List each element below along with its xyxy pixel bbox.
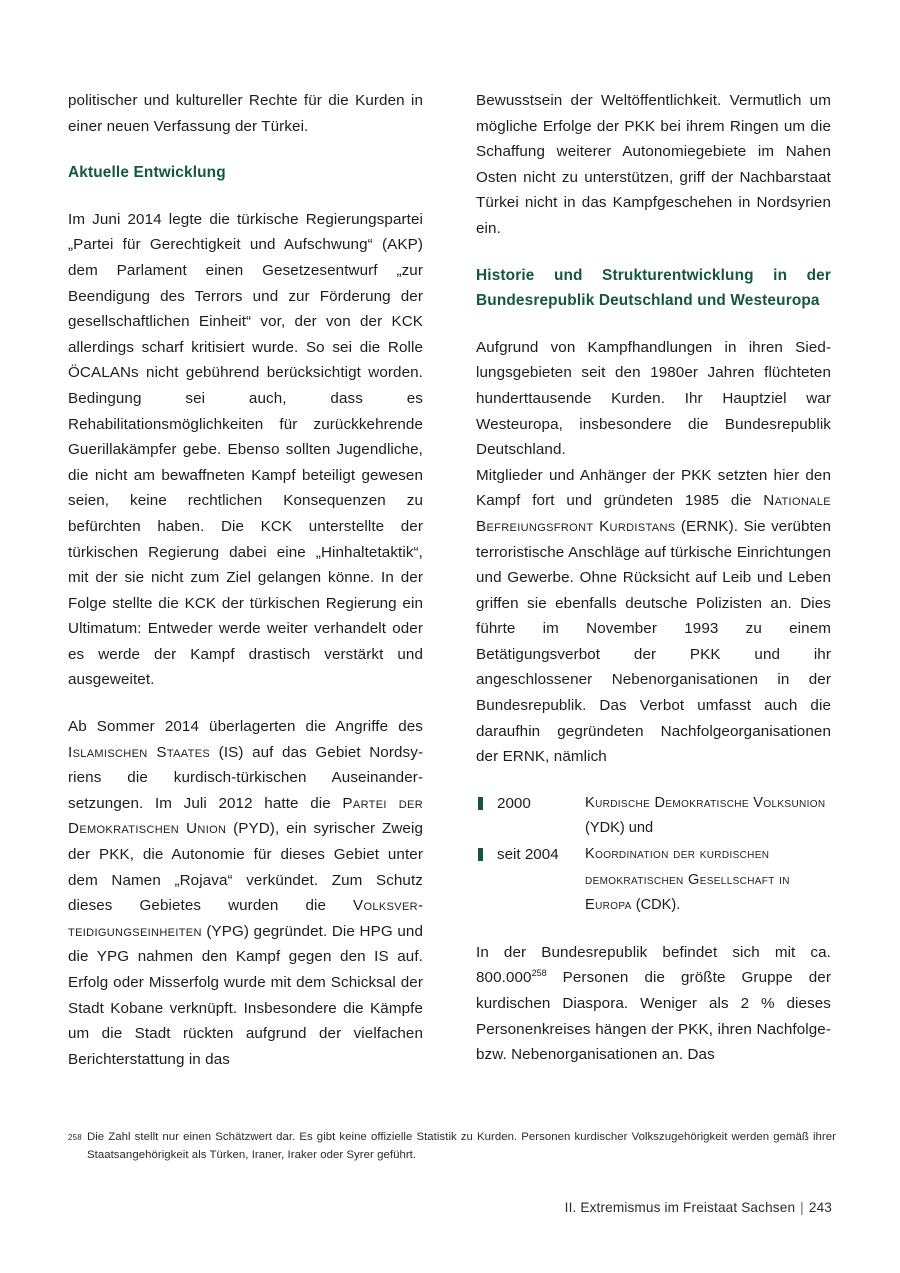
- text-run: (YPG) gegründet. Die HPG und die YPG nahmen den Kampf gegen den IS auf. Erfolg oder Misserfolg wurde mit dem Schicksal der Stadt Kobane verknüpft. Insbesondere die Kämpfe um die Stadt rückten aufgrund der vielfachen Berichterstattung in das: [68, 922, 423, 1068]
- footnote-number: 258: [68, 1133, 82, 1142]
- text-run: (ERNK). Sie verübten terroristische Anschläge auf türkische Einrichtungen und Gewerbe. Ohne Rücksicht auf Leib und Leben griffen sie ebenfalls deutsche Polizisten an. Dies führte im November 1993 zu einem Betätigungsverbot der PKK und ihr angeschlossener Nebenorganisationen in der Bundesrepublik. Das Verbot umfasst auch die daraufhin gegründeten Nachfolgeorganisationen der ERNK, nämlich: [476, 517, 831, 766]
- footnote-body: Die Zahl stellt nur einen Schätzwert dar. Es gibt keine offizielle Statistik zu Kurden. Personen kurdischer Volkszugehörigkeit werden gemäß ihrer Staatsangehörigkeit als Türken, Iraner, Iraker oder Syrer geführt.: [86, 1131, 836, 1161]
- left-column: [68, 88, 423, 1093]
- footnote-block: [68, 1128, 836, 1164]
- left-paragraph-2: [68, 714, 423, 1072]
- text-run: Ab Sommer 2014 überlagerten die Angriffe des: [68, 718, 423, 736]
- right-continued-paragraph: Bewusstsein der Weltöffentlichkeit. Vermutlich um mögliche Erfolge der PKK bei ihrem Ringen um die Schaffung weiterer Autonomiegebiete im Nahen Osten nicht zu unterstützen, griff der Nachbarstaat Türkei nicht in das Kampfgeschehen in Nordsyrien ein.: [476, 92, 831, 237]
- right-column: [476, 88, 831, 1093]
- right-paragraph-3: [476, 940, 831, 1068]
- right-paragraph-1: Aufgrund von Kampfhandlungen in ihren Siedlungsgebieten seit den 1980er Jahren flüchteten hunderttausende Kurden. Ihr Hauptziel war Westeuropa, insbesondere die Bundesrepublik Deutschland.: [476, 338, 831, 459]
- list-item-name: [585, 791, 831, 842]
- smallcaps-islamischer-staat: Islamischen Staates: [68, 743, 211, 761]
- text-run: Personen die größte Gruppe der kurdischen Diaspora. Weniger als 2 % dieses Personenkreises hängen der PKK, ihren Nachfolge- bzw. Nebenorganisationen an. Das: [476, 969, 831, 1064]
- smallcaps-cdk: Koordination der kurdischen demokratischen Gesellschaft in Europa: [585, 846, 790, 914]
- heading-historie-strukturentwicklung: Historie und Strukturentwicklung in der Bundesrepublik Deutschland und Westeuropa: [476, 266, 831, 310]
- smallcaps-partei-demokratische-union: Partei der Demokratischen Union: [68, 794, 423, 838]
- left-paragraph-1: Im Juni 2014 legte die türkische Regierungspartei „Partei für Gerechtigkeit und Aufschwung“ (AKP) dem Parlament einen Gesetzesentwurf „zur Beendigung des Terrors und zur Förderung der gesellschaftlichen Einheit“ vor, der von der KCK allerdings scharf kritisiert wurde. So sei die Rolle ÖCALANs nicht gebührend berücksichtigt worden. Bedingung sei auch, dass es Rehabilitationsmöglichkeiten für zurückkehrende Guerillakämpfer gebe. Ebenso sollten Jugendliche, die nicht am bewaffneten Kampf beteiligt gewesen seien, keine rechtlichen Konsequenzen zu befürchten haben. Die KCK unterstellte der türkischen Regierung dabei eine „Hinhaltetaktik“, mit der sie nicht zum Ziel gelangen könne. In der Folge stellte die KCK der türkischen Regierung ein Ultimatum: Entweder werde weiter verhandelt oder es werde der Kampf drastisch verstärkt und ausgeweitet.: [68, 210, 423, 689]
- right-paragraph-2: [476, 463, 831, 770]
- footnote-reference-258: 258: [531, 968, 547, 979]
- two-column-body: [68, 88, 832, 1093]
- list-item: [476, 842, 831, 919]
- square-bullet-icon: [478, 797, 483, 810]
- list-item-year: seit 2004: [497, 846, 559, 864]
- organisation-list: [476, 791, 831, 919]
- square-bullet-icon: [478, 848, 483, 861]
- text-run: (IS) auf das Gebiet Nordsyriens die kurdisch-türkischen Auseinandersetzungen. Im Juli 2012 hatte die: [68, 743, 424, 812]
- footer-chapter-title: II. Extremismus im Freistaat Sachsen: [564, 1200, 796, 1215]
- footer-separator: |: [800, 1200, 804, 1215]
- smallcaps-ydk: Kurdische Demokratische Volksunion: [585, 794, 826, 811]
- text-run: In der Bundesrepublik befindet sich mit ca. 800.000: [476, 943, 831, 987]
- smallcaps-nationale-befreiungsfront: Nationale Befreiungsfront Kurdistans: [476, 492, 831, 535]
- text-run: Mitglieder und Anhänger der PKK setzten hier den Kampf fort und gründeten 1985 die: [476, 466, 831, 510]
- smallcaps-volksverteidigungseinheiten: Volksverteidigungseinheiten: [68, 897, 423, 940]
- text-run: (YDK) und: [585, 820, 654, 837]
- list-item: [476, 791, 831, 842]
- heading-aktuelle-entwicklung: Aktuelle Entwicklung: [68, 164, 226, 182]
- list-item-year: 2000: [497, 794, 531, 812]
- left-continued-paragraph: politischer und kultureller Rechte für die Kurden in einer neuen Verfassung der Türkei.: [68, 92, 423, 135]
- page-footer: [565, 1198, 832, 1218]
- text-run: (CDK).: [631, 897, 681, 914]
- footer-page-number: 243: [808, 1200, 832, 1215]
- list-item-name: [585, 842, 831, 919]
- text-run: (PYD), ein syrischer Zweig der PKK, die Autonomie für dieses Gebiet unter dem Namen „Rojava“ verkündet. Zum Schutz dieses Gebietes wurden die: [68, 820, 423, 915]
